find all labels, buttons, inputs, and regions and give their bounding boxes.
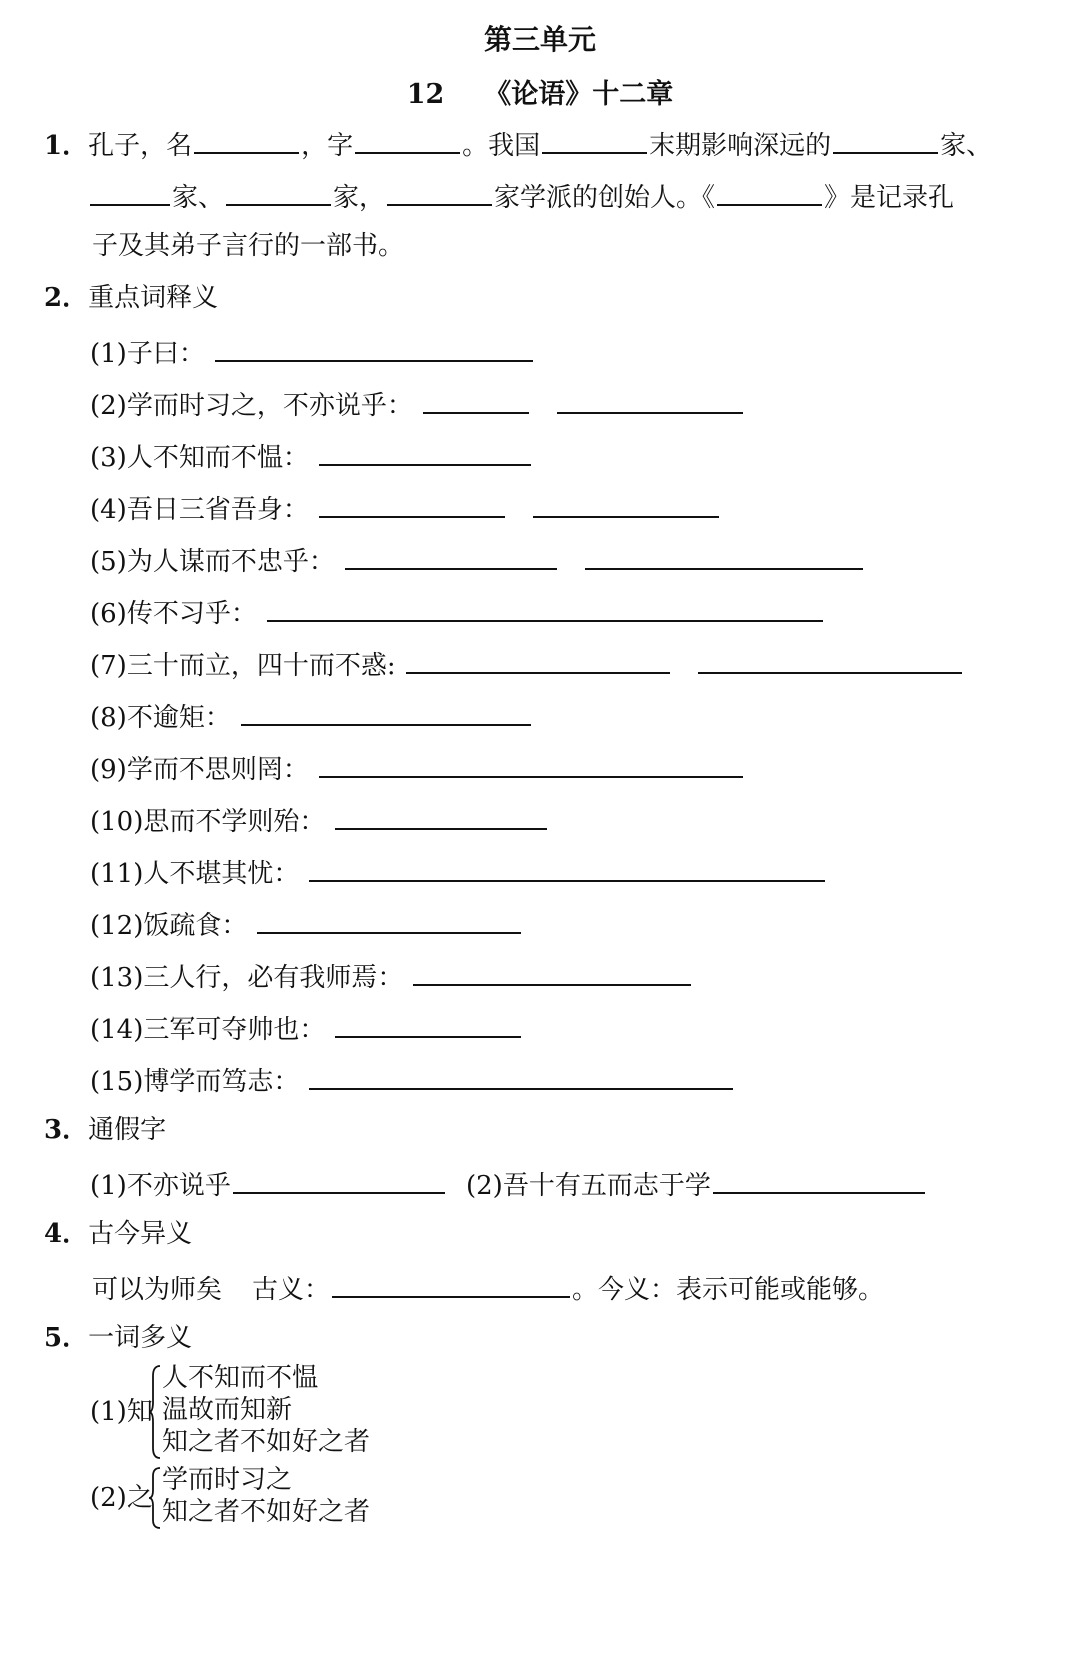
q2-item-8: [90, 694, 533, 738]
answer-blank[interactable]: [335, 798, 547, 830]
left-brace-icon: [148, 1466, 162, 1530]
q2-item-label: (6)传不习乎：: [90, 599, 257, 629]
answer-blank[interactable]: [267, 590, 823, 622]
answer-blank[interactable]: [713, 1162, 925, 1194]
q2-item-label: (10)思而不学则殆：: [90, 807, 326, 837]
q2-item-1: [90, 330, 535, 374]
q2-item-4: [90, 486, 721, 530]
answer-blank[interactable]: [309, 850, 825, 882]
q1-text-9: 》是记录孔: [824, 183, 955, 213]
q2-item-12: [90, 902, 523, 946]
left-brace-icon: [148, 1364, 162, 1460]
q5-group-1-line-1: 人不知而不愠: [162, 1363, 319, 1393]
answer-blank[interactable]: [319, 434, 531, 466]
q4-title: 古今异义: [88, 1219, 193, 1249]
q2-item-label: (13)三人行，必有我师焉：: [90, 963, 404, 993]
q1-blank-era[interactable]: [542, 122, 647, 154]
q2-item-label: (15)博学而笃志：: [90, 1067, 300, 1097]
q2-item-15: [90, 1058, 735, 1102]
q2-item-6: [90, 590, 825, 634]
q3-title: 通假字: [88, 1115, 167, 1145]
q2-item-5: [90, 538, 865, 582]
q2-item-10: [90, 798, 549, 842]
q1-text-7: 家，: [333, 183, 386, 213]
q5-group-2-line-2: 知之者不如好之者: [162, 1497, 371, 1527]
answer-blank[interactable]: [345, 538, 557, 570]
q2-item-label: (3)人不知而不愠：: [90, 443, 309, 473]
answer-blank[interactable]: [585, 538, 863, 570]
q4-jin-text: 。今义：表示可能或能够。: [572, 1275, 885, 1305]
answer-blank[interactable]: [413, 954, 691, 986]
q2-item-11: [90, 850, 827, 894]
answer-blank[interactable]: [215, 330, 533, 362]
q1-blank-role-1[interactable]: [833, 122, 938, 154]
q1-line-2: [88, 174, 954, 218]
answer-blank[interactable]: [241, 694, 531, 726]
q3-item-2-label: (2)吾十有五而志于学: [466, 1171, 711, 1201]
answer-blank[interactable]: [423, 382, 529, 414]
q2-item-label: (4)吾日三省吾身：: [90, 495, 309, 525]
q2-number: 2．: [44, 283, 89, 313]
q5-group-1: [90, 1362, 410, 1462]
q1-line-3: [92, 226, 404, 266]
q4-number: 4．: [44, 1219, 89, 1249]
answer-blank[interactable]: [332, 1266, 570, 1298]
q4-gu-label: 古义：: [252, 1275, 331, 1305]
q1-text-5: 家、: [940, 131, 993, 161]
q1-text-8: 家学派的创始人。《: [494, 183, 716, 213]
answer-blank[interactable]: [257, 902, 521, 934]
answer-blank[interactable]: [406, 642, 670, 674]
q2-heading: [44, 278, 218, 318]
q3-item-1: [90, 1162, 447, 1206]
q2-item-label: (9)学而不思则罔：: [90, 755, 309, 785]
q1-blank-book[interactable]: [717, 174, 822, 206]
q5-group-1-line-3: 知之者不如好之者: [162, 1427, 371, 1457]
q3-heading: [44, 1110, 166, 1150]
q2-item-label: (14)三军可夺帅也：: [90, 1015, 326, 1045]
q5-group-2: [90, 1464, 410, 1532]
answer-blank[interactable]: [319, 486, 505, 518]
q2-item-7: [90, 642, 964, 686]
q2-item-label: (1)子曰：: [90, 339, 205, 369]
q4-line: [92, 1266, 884, 1310]
q1-text-6: 家、: [172, 183, 225, 213]
answer-blank[interactable]: [335, 1006, 521, 1038]
q1-blank-zi[interactable]: [355, 122, 460, 154]
q1-text-4: 末期影响深远的: [649, 131, 832, 161]
q5-group-2-label: (2)之: [90, 1483, 153, 1513]
q5-heading: [44, 1318, 192, 1358]
q1-blank-role-3[interactable]: [226, 174, 331, 206]
q1-text-2: ，字: [301, 131, 354, 161]
unit-title: 第三单元: [483, 23, 596, 56]
q4-heading: [44, 1214, 192, 1254]
q3-item-2: [466, 1162, 927, 1206]
q4-phrase: 可以为师矣: [92, 1275, 223, 1305]
q5-group-1-label: (1)知: [90, 1397, 153, 1427]
q1-blank-name[interactable]: [194, 122, 299, 154]
q2-item-label: (12)饭疏食：: [90, 911, 248, 941]
q1-text-3: 。我国: [462, 131, 541, 161]
q1-blank-role-2[interactable]: [90, 174, 170, 206]
q5-group-2-line-1: 学而时习之: [162, 1465, 293, 1495]
q2-item-label: (7)三十而立，四十而不惑:: [90, 651, 396, 681]
lesson-title: [0, 72, 1080, 111]
answer-blank[interactable]: [557, 382, 743, 414]
q1-text-10: 子及其弟子言行的一部书。: [92, 231, 405, 261]
q1-number: 1．: [44, 131, 89, 161]
q5-group-1-line-2: 温故而知新: [162, 1395, 293, 1425]
q1-text-1: 孔子，名: [88, 131, 193, 161]
answer-blank[interactable]: [533, 486, 719, 518]
q5-number: 5．: [44, 1323, 89, 1353]
q2-item-14: [90, 1006, 523, 1050]
q2-item-label: (11)人不堪其忧：: [90, 859, 300, 889]
lesson-name: 《论语》十二章: [484, 79, 674, 110]
q2-item-label: (8)不逾矩：: [90, 703, 231, 733]
answer-blank[interactable]: [309, 1058, 733, 1090]
q2-item-label: (2)学而时习之，不亦说乎：: [90, 391, 413, 421]
q2-item-9: [90, 746, 745, 790]
q2-item-13: [90, 954, 693, 998]
lesson-number: 12: [406, 79, 445, 110]
q3-item-1-label: (1)不亦说乎: [90, 1171, 231, 1201]
q1-blank-school[interactable]: [387, 174, 492, 206]
q1-line-1: [44, 122, 992, 166]
q2-item-label: (5)为人谋而不忠乎：: [90, 547, 335, 577]
answer-blank[interactable]: [319, 746, 743, 778]
q2-item-2: [90, 382, 745, 426]
q2-item-3: [90, 434, 533, 478]
answer-blank[interactable]: [233, 1162, 445, 1194]
answer-blank[interactable]: [698, 642, 962, 674]
q5-title: 一词多义: [88, 1323, 193, 1353]
q3-number: 3．: [44, 1115, 89, 1145]
q2-title: 重点词释义: [88, 283, 219, 313]
